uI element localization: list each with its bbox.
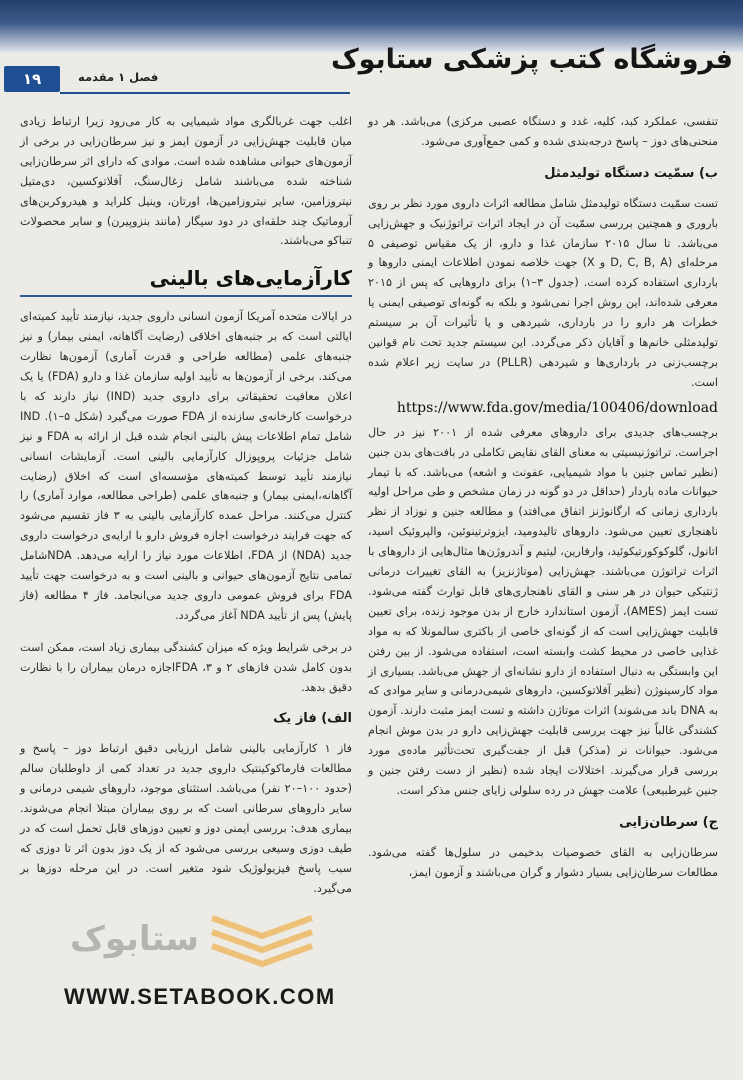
book-stack-icon — [62, 904, 352, 968]
paragraph: فاز ۱ کارآزمایی بالینی شامل ارزیابی دقیق ارتباط دوز – پاسخ و مطالعات فارماکوکینتیک داروی جدید در تعداد کمی از داوطلبان سالم (حدود ۱۰۰–۲۰ نفر) می‌باشد. استثنای موجود، داروهای شیمی درمانی و سایر داروهای سرطانی است که بر روی بیماران مبتلا انجام می‌شوند. بیماری هدف: بررسی ایمنی دوز و تعیین دوزهای قابل تحمل است که در طیف دوزی وسیعی بررسی می‌شود که از یک دوز بدون اثر تا دوزی که سبب پاسخ فیزیولوژیک شود متغیر است. در این مرحله دوزها بر می‌گیرد. — [20, 742, 352, 895]
paragraph: اغلب جهت غربالگری مواد شیمیایی به کار می‌رود زیرا ارتباط زیادی میان قابلیت جهش‌زایی در آزمون ایمز و نیز سرطان‌زایی در برخی از آزمون‌های حیوانی مشاهده شده است. موادی که دارای اثر سرطان‌زایی شناخته شده می‌باشند شامل زغال‌سنگ، آفلاتوکسین، دی‌متیل نیتروزامین، سایر نیتروزامین‌ها، اورتان، وینیل کلراید و هیدروکربن‌های آروماتیک چند حلقه‌ای در دود سیگار (مانند بنزوپیرن) و سایر محصولات تنباکو می‌باشند. — [20, 115, 352, 248]
header-rule — [60, 92, 350, 94]
subheading-phase-one: الف) فاز یک — [273, 711, 352, 727]
watermark-url: WWW.SETABOOK.COM — [64, 984, 336, 1009]
paragraph: تست سمّیت دستگاه تولیدمثل شامل مطالعه اثرات داروی مورد نظر بر روی باروری و همچنین بررسی سمّیت آن در ایجاد اثرات تراتوژنیک و جهش‌زایی می‌باشد. تا سال ۲۰۱۵ سازمان غذا و دارو، از یک مقیاس توصیفی ۵ مرحله‌ای (D, C, B, A و X) جهت خلاصه نمودن اطلاعات ایمنی داروها و بارداری استفاده کرده است. (جدول ۳–۱) برای داروهایی که پس از ۲۰۱۵ معرفی شده‌اند، این روش اجرا نمی‌شود و بلکه به گونه‌ای توصیفی ایمنی یا خطرات هر دارو را در بارداری، شیردهی و یا تأثیرات آن بر سیستم تولیدمثلی خانم‌ها و آقایان ذکر می‌گردد. این سیستم جدید تحت نام قوانین برچسب‌زنی در بارداری‌ها و شیردهی (PLLR) در سایت زیر اعلام شده است. — [368, 196, 719, 389]
right-column — [368, 112, 718, 895]
store-brand-header: فروشگاه کتب پزشکی ستابوک — [330, 44, 733, 75]
running-head: فصل ۱ مقدمه — [78, 70, 159, 84]
left-column — [20, 112, 352, 911]
paragraph: تنفسی، عملکرد کبد، کلیه، غدد و دستگاه عصبی مرکزی) می‌باشد. هر دو منحنی‌های دوز – پاسخ درجه‌بندی شده و کمی جمع‌آوری می‌شود. — [368, 115, 718, 148]
paragraph: در برخی شرایط ویژه که میزان کشندگی بیماری زیاد است، ممکن است بدون کامل شدن فازهای ۲ و ۳، FDAاجازه درمان بیماران را با نظارت دقیق بدهد. — [20, 640, 352, 694]
subheading-reproductive-toxicity: ب) سمّیت دستگاه تولیدمثل — [544, 165, 718, 181]
paragraph: در ایالات متحده آمریکا آزمون انسانی داروی جدید، نیازمند تأیید کمیته‌ای ایالتی است که بر جنبه‌های اخلاقی (رضایت آگاهانه، ایمنی بیمار) و نیز جنبه‌های علمی (مطالعه طراحی و قدرت آماری) آزمون‌ها نظارت می‌کند. برخی از آزمون‌ها به تأیید اولیه سازمان غذا و دارو (FDA) یا یک اعلان معافیت تحقیقاتی برای داروی جدید (IND) نیاز دارند که با درخواست کارخانه‌ی سازنده از FDA صورت می‌گیرد (شکل ۵–۱). IND شامل تمام اطلاعات پیش بالینی انجام شده قبل از ارائه به FDA و نیز شامل جزئیات پروپوزال کارآزمایی بالینی است. آزمایشات انسانی نیازمند تأیید توسط کمیته‌های مؤسسه‌ای است که اخلاق (رضایت آگاهانه،ایمنی بیمار) و جنبه‌های علمی (طراحی مطالعه، موارد آماری) را کنترل می‌کنند. مراحل عمده کارآزمایی بالینی به ۳ فاز تقسیم می‌شود که جهت فرایند درخواست اجازه فروش دارو با ارایه‌ی درخواست داروی جدید (NDA) از FDA، اطلاعات مورد نیاز را ارایه می‌دهد. NDAشامل تمامی نتایج آزمون‌های حیوانی و بالینی است و به درخواست جهت تأیید FDA برای فروش عمومی داروی جدید می‌انجامد. فاز ۴ مطالعه (فاز پایش) پس از تأیید NDA آغاز می‌گردد. — [20, 310, 352, 622]
paragraph: سرطان‌زایی به القای خصوصیات بدخیمی در سلول‌ها گفته می‌شود. مطالعات سرطان‌زایی بسیار دشوار و گران می‌باشند و آزمون ایمز، — [368, 845, 718, 879]
fda-url-link[interactable]: https://www.fda.gov/media/100406/download — [396, 399, 718, 416]
paragraph: برچسب‌های جدیدی برای داروهای معرفی شده از ۲۰۰۱ نیز در حال اجراست. تراتوژنیسیتی به معنای القای نقایص تکاملی در بافت‌های بدن جنین (نظیر تماس جنین با مواد شیمیایی، عفونت و اشعه) می‌باشد. که با تیمار حیوانات ماده باردار (حداقل در دو گونه در زمان مشخص و طی مراحل اولیه بارداری زمانی که ارگانوژنز اتفاق می‌افتد) و مطالعه جنین و نوزاد از نظر ناهنجاری تعیین می‌شود. داروهای تالیدومید، ایزوترتینوئین، والپروئیک اسید، اتانول، گلوکوکورتیکوئید، وارفارین، لیتیم و آندروژن‌ها مثال‌هایی از داروهای با اثرات تراتوژن می‌باشند. جهش‌زایی (موتاژنزیز) به القای تغییرات درمانی ژنتیکی حیوان در هر سنی و القای ناهنجاری‌های قابل توارث گفته می‌شود. تست ایمز (AMES)، آزمون استاندارد خارج از بدن موجود زنده، برای تعیین قابلیت جهش‌زایی است که از گونه‌ای خاصی از باکتری سالمونلا که به مواد غذایی خاصی در محیط کشت وابسته است، استفاده می‌شود. از بین رفتن این وابستگی به دنبال استفاده از دارو نشانه‌ای از جهش می‌باشد. بسیاری از مواد کارسینوژن (نظیر آفلاتوکسین، داروهای شیمی‌درمانی و سایر موادی که به DNA باند می‌شوند) اثرات موتاژن داشته و تست ایمز مثبت دارند. آزمون کشندگی غالباً نیز جهت بررسی قابلیت جهش‌زایی دارو در بدن موش انجام می‌شود. حیوانات نر (مذکر) قبل از جفت‌گیری تحت‌تأثیر ماده‌ی مورد بررسی قرار می‌گیرند. اختلالات ایجاد شده (نظیر از دست رفتن جنین و جنین غیرطبیعی) علامت جهش در رده سلولی زایای جنس مذکر است. — [368, 425, 719, 797]
subheading-carcinogenicity: ج) سرطان‌زایی — [619, 814, 718, 830]
section-title-clinical-trials: کارآزمایی‌های بالینی — [20, 269, 352, 297]
watermark-logo-text: ستابوک — [70, 919, 199, 959]
page-number-badge: ۱۹ — [4, 66, 60, 92]
setabook-watermark-logo — [62, 904, 352, 968]
